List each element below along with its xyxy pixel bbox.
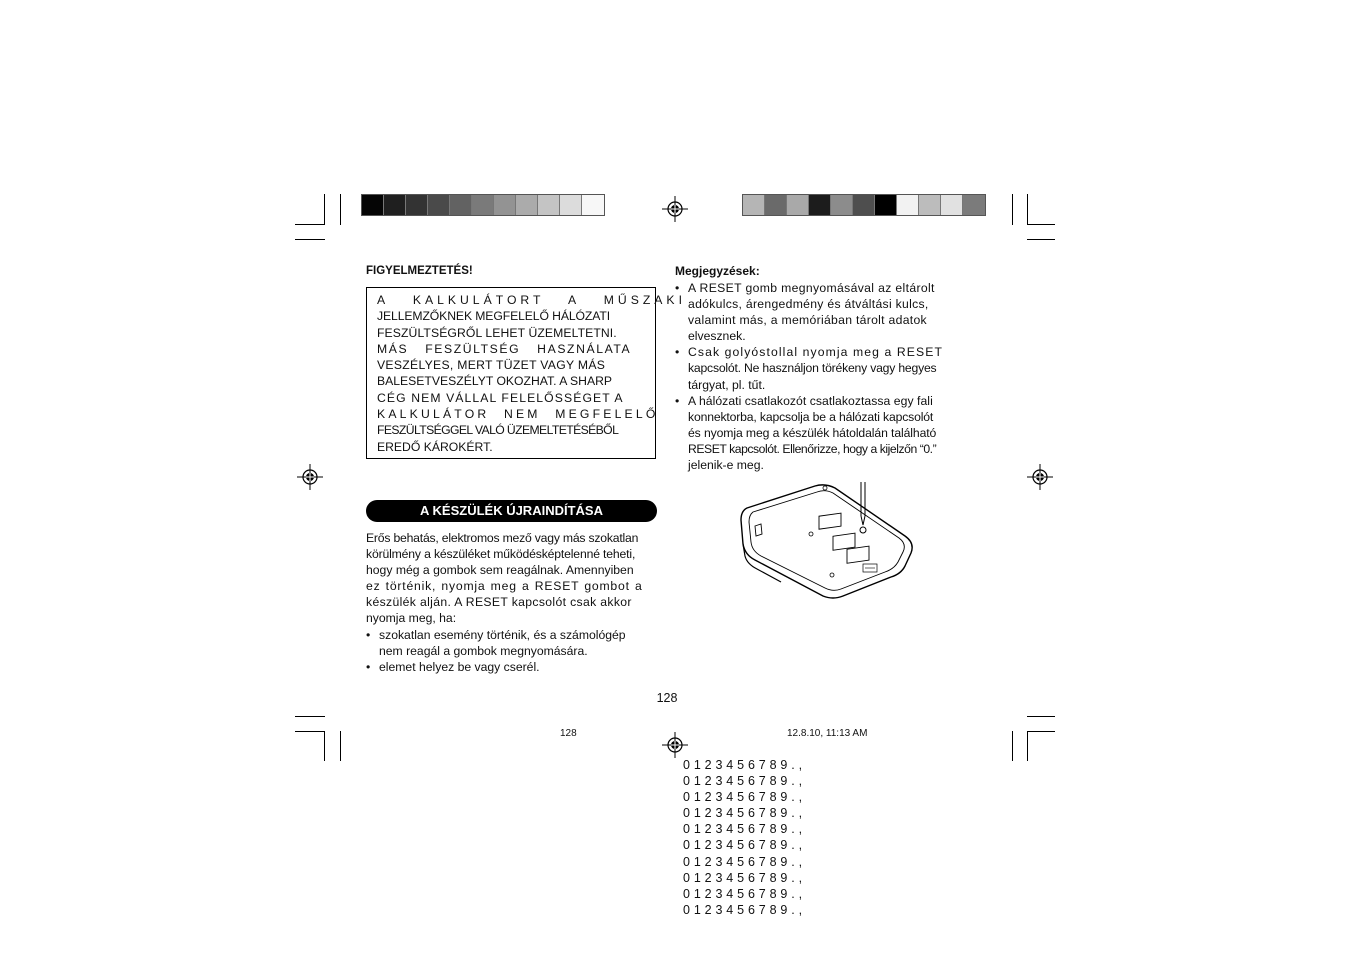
crop-mark — [1027, 194, 1028, 225]
color-swatch — [428, 195, 450, 215]
page-number: 128 — [656, 691, 678, 705]
digit-row: 0 1 2 3 4 5 6 7 8 9 . , — [683, 806, 803, 821]
crop-mark — [340, 194, 341, 225]
list-item — [675, 344, 967, 392]
color-swatch — [494, 195, 516, 215]
crop-mark — [324, 194, 325, 225]
color-swatch — [743, 195, 765, 215]
warning-line: MÁS FESZÜLTSÉG HASZNÁLATA — [377, 341, 632, 356]
color-swatch — [384, 195, 406, 215]
crop-mark — [1012, 194, 1013, 225]
digit-row: 0 1 2 3 4 5 6 7 8 9 . , — [683, 902, 803, 917]
crop-mark — [1027, 716, 1055, 717]
color-swatch — [875, 195, 897, 215]
digit-row: 0 1 2 3 4 5 6 7 8 9 . , — [683, 838, 803, 853]
crop-mark — [1012, 731, 1013, 761]
color-swatch — [941, 195, 963, 215]
crop-mark — [295, 716, 325, 717]
list-item-line: adókulcs, árengedmény és átváltási kulcs, — [688, 297, 929, 312]
list-item-line: • A RESET gomb megnyomásával az eltárolt — [688, 281, 935, 295]
digit-row: 0 1 2 3 4 5 6 7 8 9 . , — [683, 758, 803, 772]
color-swatch — [765, 195, 787, 215]
color-swatch — [919, 195, 941, 215]
list-item-line: • elemet helyez be vagy cserél. — [379, 660, 540, 675]
crop-mark — [324, 731, 325, 761]
digit-row: 0 1 2 3 4 5 6 7 8 9 . , — [683, 854, 803, 869]
crop-mark — [295, 224, 325, 225]
warning-line: JELLEMZŐKNEK MEGFELELŐ HÁLÓZATI — [377, 309, 611, 324]
digit-row: 0 1 2 3 4 5 6 7 8 9 . , — [683, 822, 803, 837]
list-item-line: kapcsolót. Ne használjon törékeny vagy hegyes — [688, 361, 937, 376]
paragraph-line: készülék alján. A RESET kapcsolót csak akkor — [366, 595, 632, 610]
warning-line: FESZÜLTSÉGRŐL LEHET ÜZEMELTETNI. — [377, 325, 617, 340]
color-swatch — [560, 195, 582, 215]
color-calibration-bar-right — [742, 194, 986, 216]
registration-mark-icon — [297, 464, 323, 490]
list-item — [675, 280, 967, 344]
color-swatch — [406, 195, 428, 215]
digit-row: 0 1 2 3 4 5 6 7 8 9 . , — [683, 886, 803, 901]
list-item-line: és nyomja meg a készülék hátoldalán található — [688, 425, 937, 440]
list-item-line: konnektorba, kapcsolja be a hálózati kapcsolót — [688, 409, 934, 424]
list-item-line: jelenik-e meg. — [688, 458, 764, 473]
reset-conditions-list — [366, 627, 657, 675]
paragraph-line: nyomja meg, ha: — [366, 611, 457, 626]
color-swatch — [897, 195, 919, 215]
warning-line: VESZÉLYES, MERT TÜZET VAGY MÁS — [377, 358, 606, 373]
registration-mark-icon — [662, 196, 688, 222]
list-item — [675, 393, 967, 473]
notes-title: Megjegyzések: — [675, 264, 760, 278]
color-swatch — [450, 195, 472, 215]
paragraph-line: körülmény a készüléket működésképtelenné teheti, — [366, 547, 636, 562]
section-title-reset: A KÉSZÜLÉK ÚJRAINDÍTÁSA — [366, 500, 657, 522]
color-swatch — [516, 195, 538, 215]
list-item-line: valamint más, a memóriában tárolt adatok — [688, 313, 927, 328]
list-item-line: tárgyat, pl. tűt. — [688, 377, 766, 392]
color-swatch — [831, 195, 853, 215]
warning-line: BALESETVESZÉLYT OKOZHAT. A SHARP — [377, 374, 613, 389]
color-swatch — [853, 195, 875, 215]
footer-timestamp: 12.8.10, 11:13 AM — [787, 728, 868, 739]
registration-mark-icon — [1027, 464, 1053, 490]
registration-mark-icon — [662, 732, 688, 758]
footer-page-ref: 128 — [560, 728, 577, 739]
crop-mark — [295, 239, 325, 240]
digit-test-block — [683, 757, 802, 918]
warning-line: FESZÜLTSÉGGEL VALÓ ÜZEMELTETÉSÉBŐL — [377, 423, 619, 438]
notes-list — [675, 280, 967, 473]
crop-mark — [1027, 224, 1055, 225]
warning-line: KALKULÁTOR NEM MEGFELELŐ — [377, 407, 659, 422]
warning-title: FIGYELMEZTETÉS! — [366, 265, 473, 277]
list-item-line: nem reagál a gombok megnyomására. — [379, 644, 588, 659]
list-item — [366, 627, 657, 659]
paragraph-line: Erős behatás, elektromos mező vagy más szokatlan — [366, 531, 639, 545]
digit-row: 0 1 2 3 4 5 6 7 8 9 . , — [683, 790, 803, 805]
calculator-reset-illustration — [735, 478, 917, 604]
warning-line: A KALKULÁTORT A MŰSZAKI — [377, 293, 686, 307]
color-swatch — [582, 195, 604, 215]
color-swatch — [362, 195, 384, 215]
warning-line: EREDŐ KÁROKÉRT. — [377, 439, 493, 454]
warning-box — [366, 287, 686, 459]
paragraph-line: hogy még a gombok sem reagálnak. Amennyiben — [366, 563, 634, 578]
digit-row: 0 1 2 3 4 5 6 7 8 9 . , — [683, 774, 803, 789]
color-swatch — [472, 195, 494, 215]
list-item-line: RESET kapcsolót. Ellenőrizze, hogy a kijelzőn “0.” — [688, 441, 937, 456]
crop-mark — [1027, 731, 1055, 732]
list-item-line: elvesznek. — [688, 329, 746, 344]
list-item — [366, 659, 657, 675]
crop-mark — [295, 731, 325, 732]
color-swatch — [809, 195, 831, 215]
reset-paragraph — [366, 530, 657, 627]
crop-mark — [340, 731, 341, 761]
list-item-line: • A hálózati csatlakozót csatlakoztassa egy fali — [688, 393, 933, 408]
digit-row: 0 1 2 3 4 5 6 7 8 9 . , — [683, 870, 803, 885]
color-swatch — [963, 195, 985, 215]
paragraph-line: ez történik, nyomja meg a RESET gombot a — [366, 579, 643, 594]
color-swatch — [787, 195, 809, 215]
list-item-line: • Csak golyóstollal nyomja meg a RESET — [688, 345, 943, 360]
crop-mark — [1027, 239, 1055, 240]
color-swatch — [538, 195, 560, 215]
color-calibration-bar-left — [361, 194, 605, 216]
warning-line: CÉG NEM VÁLLAL FELELŐSSÉGET A — [377, 390, 624, 405]
list-item-line: • szokatlan esemény történik, és a számológép — [379, 628, 626, 642]
crop-mark — [1027, 731, 1028, 761]
